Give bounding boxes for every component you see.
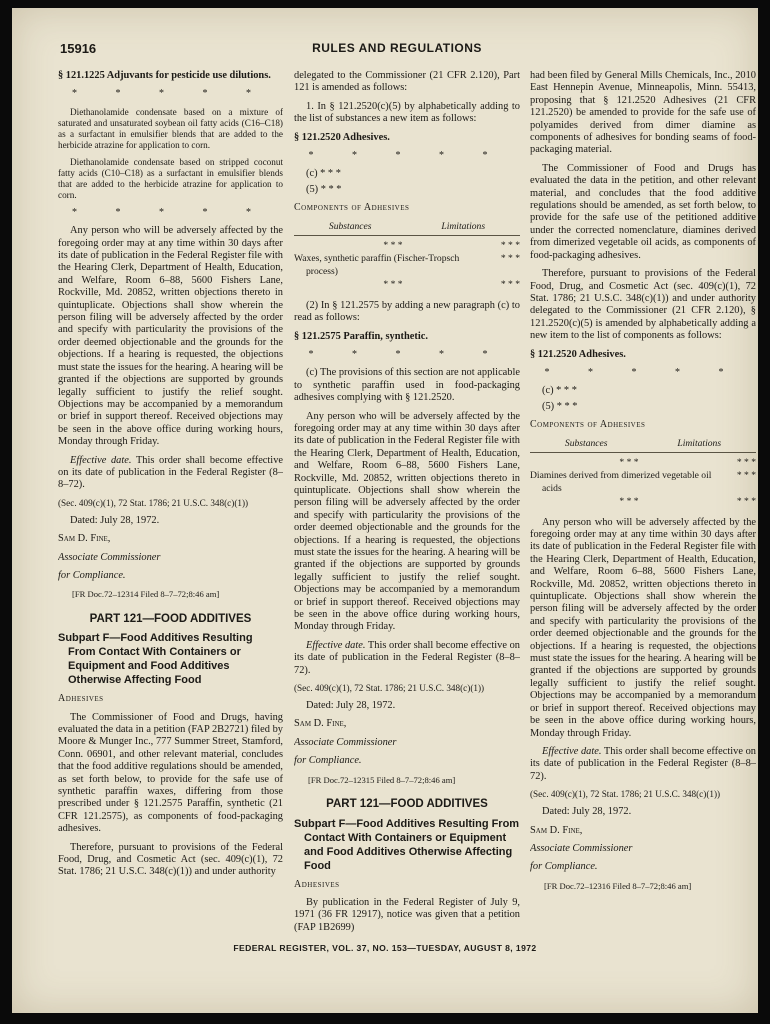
effective-date-text: This order shall become effective on its date of publication in the Federal Register (8–8–72). [530,745,756,782]
ellipsis-stars: * * * * * [308,150,506,162]
section-heading-2520: § 121.2520 Adhesives. [530,348,626,360]
section-heading-1225: § 121.1225 Adjuvants for pesticide use dilutions. [58,70,271,81]
table-row [294,279,520,291]
table-header [530,438,756,453]
row-limit: * * * [500,240,520,252]
signature-title: Associate Commissioner [58,551,161,563]
row-stars: * * * [383,279,403,291]
part-heading: PART 121—FOOD ADDITIVES [89,612,252,625]
effective-date-label: Effective date. [306,639,366,651]
fr-doc-number: [FR Doc.72–12314 Filed 8–7–72;8:46 am] [72,589,220,600]
row-stars: * * * [619,456,639,468]
page-footer: FEDERAL REGISTER, VOL. 37, NO. 153—TUESDAY, AUGUST 8, 1972 [233,943,537,953]
paragraph: delegated to the Commissioner (21 CFR 2.120), Part 121 is amended as follows: [294,70,520,94]
signature-title: Associate Commissioner [530,842,633,854]
row-limit: * * * [500,279,520,291]
row-limit: * * * [500,253,520,265]
signature-title: for Compliance. [294,755,362,767]
page-header [60,41,734,61]
authority-citation: (Sec. 409(c)(1), 72 Stat. 1786; 21 U.S.C. 348(c)(1)) [294,683,485,694]
paragraph: The Commissioner of Food and Drugs, having evaluated the data in a petition (FAP 2B2721) filed by Moore & Munger Inc., 777 Summer Street, Stamford, Conn. 06901, and other relevant material, concludes that the food additive regulations should be amended, as set forth below, to provide for the safe use of synthetic paraffin waxes, differing from those prescribed under § 121.2575 Paraffin, synthetic (21 CFR 121.2575), as components of food-packaging adhesives. [58,711,283,835]
page-number: 15916 [60,41,97,56]
signature-title: for Compliance. [530,861,598,873]
objections-paragraph: Any person who will be adversely affected by the foregoing order may at any time within 30 days after its date of publication in the Federal Register file with the Hearing Clerk, Department of Health, Education, and Welfare, Room 6–88, 5600 Fishers Lane, Rockville, Md. 20852, written objections thereto in quintuplicate. Objections shall show wherein the person filing will be adversely affected by the order and specify with particularity the provisions of the order deemed objectionable and the grounds for the objections. If a hearing is requested, the objections must state the issues for the hearing. A hearing will be granted if the objections are supported by grounds legally sufficient to justify the relief sought. Objections may be accompanied by a memorandum or brief in support thereof. Received objections may be seen in the above office during working hours, Monday through Friday. [530,516,756,739]
signature-name: Sam D. Fine, [530,824,583,836]
effective-date-paragraph [294,640,520,677]
subsection-5: (5) * * * [542,400,578,412]
column-3 [530,70,756,900]
column-header-substances: Substances [564,437,608,449]
effective-date-text: This order shall become effective on its date of publication in the Federal Register (8–8–72). [294,639,520,676]
subsection-5: (5) * * * [306,183,342,195]
paragraph: (c) The provisions of this section are not applicable to synthetic paraffin used in food-packaging adhesives complying with § 121.2520. [294,367,520,404]
dated-line: Dated: July 28, 1972. [70,514,160,526]
paragraph: Therefore, pursuant to provisions of the Federal Food, Drug, and Cosmetic Act (sec. 409(c)(1), 72 Stat. 1786; 21 U.S.C. 348(c)(1)) and under authority delegated to the Commissioner (21 CFR 2.120), § 121.2520(c)(5) is amended by alphabetically adding a new item to the list of components as follows: [530,268,756,342]
paragraph: 1. In § 121.2520(c)(5) by alphabetically adding to the list of substances a new item as follows: [294,100,520,125]
row-substance: Waxes, synthetic paraffin (Fischer-Tropsch process) [294,253,460,277]
column-1 [58,70,283,885]
objections-paragraph: Any person who will be adversely affected by the foregoing order may at any time within 30 days after its date of publication in the Federal Register file with the Hearing Clerk, Department of Health, Education, and Welfare, Room 6–88, 5600 Fishers Lane, Rockville, Md. 20852, written objections thereto in quintuplicate. Objections shall show wherein the person filing will be adversely affected by the order and specify with particularity the provisions of the order deemed objectionable and the grounds for the objections. If a hearing is requested, the objections must state the issues for the hearing. A hearing will be granted if the objections are supported by grounds legally sufficient to justify the relief sought. Objections may be accompanied by a memorandum or brief in support thereof. Received objections may be seen in the above office during working hours, Monday through Friday. [294,410,520,633]
paragraph: (2) In § 121.2575 by adding a new paragraph (c) to read as follows: [294,299,520,324]
column-header-substances: Substances [328,220,372,232]
document-page [12,8,758,1013]
column-header-limitations: Limitations [441,220,486,232]
table-row [530,496,756,508]
signature-name: Sam D. Fine, [58,533,111,545]
row-limit: * * * [736,496,756,508]
components-heading: Components of Adhesives [530,419,646,431]
subpart-heading: Subpart F—Food Additives Resulting From Contact With Containers or Equipment and Food Additives Otherwise Affecting Food [58,632,253,687]
subsection-c: (c) * * * [306,168,341,180]
ellipsis-stars: * * * * * [544,366,742,378]
effective-date-paragraph [530,746,756,783]
section-heading-2575: § 121.2575 Paraffin, synthetic. [294,330,428,342]
ellipsis-stars: * * * * * [72,206,269,218]
table-row [294,253,520,278]
row-substance: Diamines derived from dimerized vegetable oil acids [530,470,712,494]
running-head: RULES AND REGULATIONS [312,41,482,55]
paragraph: Diethanolamide condensate based on a mixture of saturated and unsaturated soybean oil fatty acids (C16–C18) as a surfactant in emulsifier blends that are added to the herbicide atrazine for application to corn. [58,106,283,150]
paragraph: had been filed by General Mills Chemicals, Inc., 2010 East Hennepin Avenue, Minneapolis, Minn. 55413, proposing that § 121.2520 Adhesives (21 CFR 121.2520) be amended to provide for the safe use of polyamides derived from dimer diamine as components of adhesives for bonding seams of food-packaging material. [530,70,756,156]
signature-title: Associate Commissioner [294,736,397,748]
row-stars: * * * [383,240,403,252]
ellipsis-stars: * * * * * [72,88,269,100]
row-stars: * * * [619,496,639,508]
effective-date-label: Effective date. [542,745,602,757]
effective-date-text: This order shall become effective on its date of publication in the Federal Register (8–8–72). [58,454,283,491]
table-row [530,470,756,495]
adhesives-heading: Adhesives [294,878,340,890]
effective-date-paragraph [58,455,283,492]
paragraph: Diethanolamide condensate based on stripped coconut fatty acids (C10–C18) as a surfactant in emulsifier blends that are added to the herbicide atrazine for application to corn. [58,156,283,200]
row-limit: * * * [736,470,756,482]
paragraph: By publication in the Federal Register of July 9, 1971 (36 FR 12917), notice was given that a petition (FAP 1B2699) [294,896,520,933]
components-heading: Components of Adhesives [294,202,410,214]
paragraph: Therefore, pursuant to provisions of the Federal Food, Drug, and Cosmetic Act (sec. 409(c)(1), 72 Stat. 1786; 21 U.S.C. 348(c)(1)) and under authority [58,841,283,878]
paragraph: The Commissioner of Food and Drugs has evaluated the data in the petition, and other relevant material, and concludes that the food additive regulations should be amended, as set forth below, to provide for the safe use of the petitioned additive under the corrected nomenclature, diamines derived from dimerized vegetable oil acids, as components of food-packaging adhesives. [530,162,756,261]
signature-name: Sam D. Fine, [294,718,347,730]
column-header-limitations: Limitations [677,437,722,449]
part-heading: PART 121—FOOD ADDITIVES [326,798,488,811]
table-row [530,457,756,469]
table-row [294,240,520,252]
row-limit: * * * [736,456,756,468]
authority-citation: (Sec. 409(c)(1), 72 Stat. 1786; 21 U.S.C. 348(c)(1)) [530,789,721,800]
signature-title: for Compliance. [58,569,126,581]
fr-doc-number: [FR Doc.72–12316 Filed 8–7–72;8:46 am] [544,880,692,891]
adhesives-heading: Adhesives [58,693,104,705]
column-2 [294,70,520,940]
ellipsis-stars: * * * * * [308,348,506,360]
dated-line: Dated: July 28, 1972. [306,700,396,712]
subsection-c: (c) * * * [542,385,577,397]
effective-date-label: Effective date. [70,454,132,466]
adjuvant-list [58,107,283,201]
objections-paragraph: Any person who will be adversely affected by the foregoing order may at any time within 30 days after its date of publication in the Federal Register file with the Hearing Clerk, Department of Health, Education, and Welfare, Room 6–88, 5600 Fishers Lane, Rockville, Md. 20852, written objections thereto in quintuplicate. Objections shall show wherein the person filing will be adversely affected by the order and specify with particularity the provisions of the order deemed objectionable and the grounds for the objections. If a hearing is requested, the objections must state the issues for the hearing. A hearing will be granted if the objections are supported by grounds legally sufficient to justify the relief sought. Objections may be accompanied by a memorandum or brief in support thereof. Received objections may be seen in the above office during working hours, Monday through Friday. [58,225,283,448]
authority-citation: (Sec. 409(c)(1), 72 Stat. 1786; 21 U.S.C. 348(c)(1)) [58,497,249,508]
subpart-heading: Subpart F—Food Additives Resulting From Contact With Containers or Equipment and Food Additives Otherwise Affecting Food [294,817,520,872]
table-header [294,221,520,236]
section-heading-2520: § 121.2520 Adhesives. [294,131,390,143]
fr-doc-number: [FR Doc.72–12315 Filed 8–7–72;8:46 am] [308,774,456,785]
dated-line: Dated: July 28, 1972. [542,806,632,818]
